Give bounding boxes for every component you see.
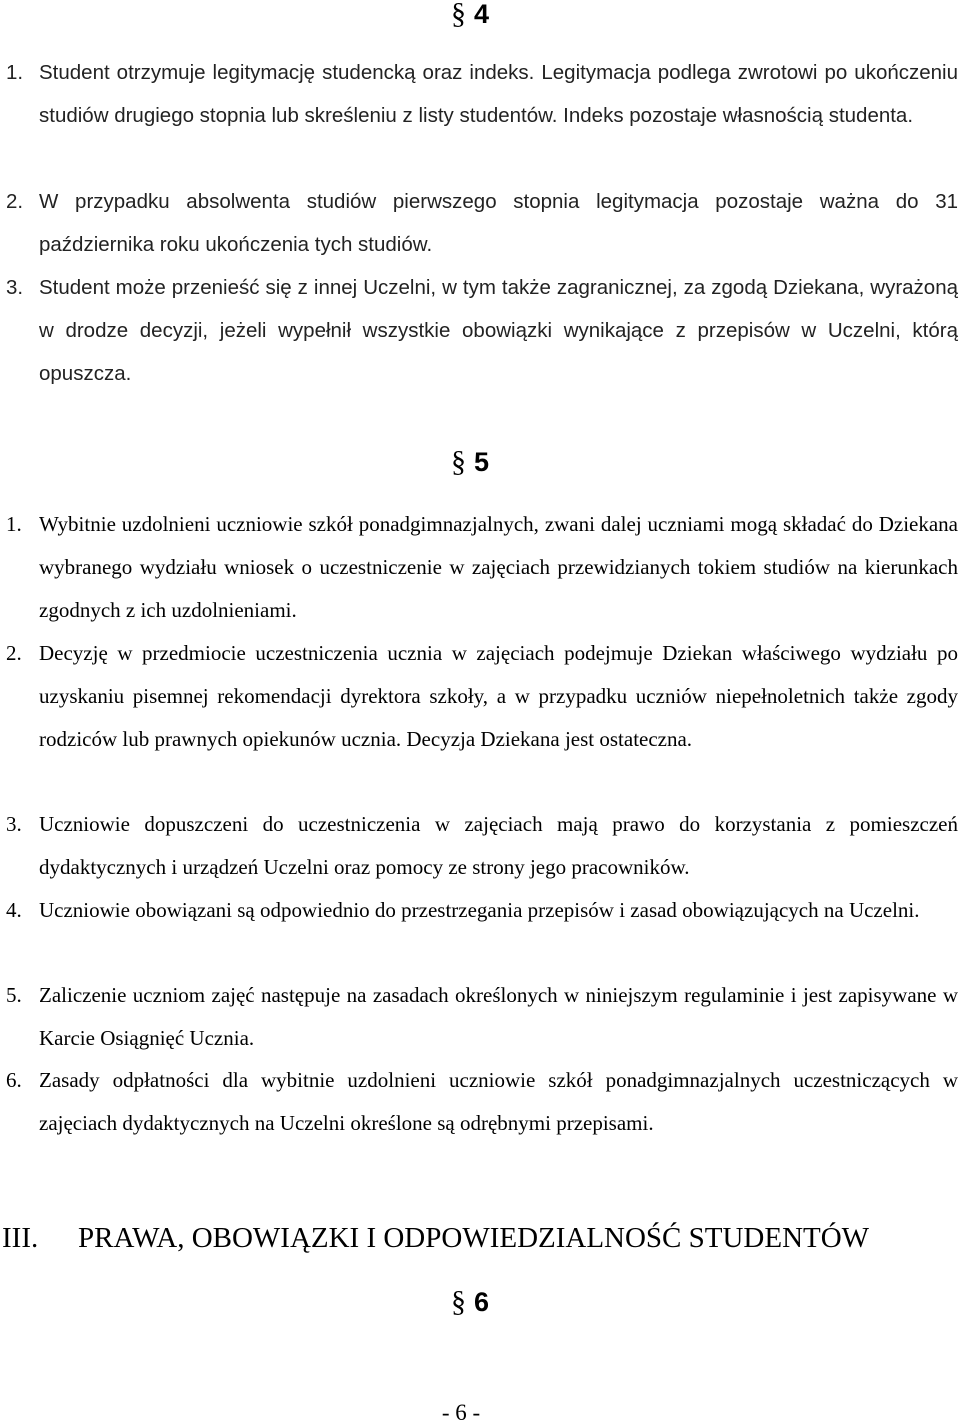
paragraph-number: 2. [6, 190, 24, 213]
paragraph-5-1 [6, 503, 958, 632]
paragraph-5-5 [6, 974, 958, 1060]
section-symbol: § [450, 1285, 466, 1318]
paragraph-4-1 [6, 51, 958, 137]
paragraph-number: 2. [6, 641, 22, 665]
paragraph-5-3 [6, 803, 958, 889]
section-number: 5 [473, 447, 490, 477]
paragraph-number: 1. [6, 61, 24, 84]
paragraph-5-4 [6, 889, 958, 932]
chapter-number: III. [2, 1222, 39, 1254]
paragraph-number: 6. [6, 1068, 22, 1092]
paragraph-number: 1. [6, 512, 22, 536]
section-heading-6 [0, 1286, 940, 1318]
paragraph-text: Uczniowie dopuszczeni do uczestniczenia w zajęciach mają prawo do korzystania z pomieszczeń dydaktycznych i urządzeń Uczelni oraz pomocy ze strony jego pracowników. [39, 812, 958, 879]
paragraph-number: 3. [6, 276, 24, 299]
section-symbol: § [450, 0, 466, 30]
section-number: 6 [473, 1287, 490, 1317]
paragraph-text: Student może przenieść się z innej Uczelni, w tym także zagranicznej, za zgodą Dziekana, wyrażoną w drodze decyzji, jeżeli wypełnił wszystkie obowiązki wynikające z przepisów w Uczelni, którą opuszcza. [39, 276, 958, 385]
paragraph-number: 4. [6, 898, 22, 922]
section-heading-5 [0, 446, 940, 478]
section-number: 4 [473, 0, 490, 29]
section-symbol: § [450, 445, 466, 478]
paragraph-text: Uczniowie obowiązani są odpowiednio do przestrzegania przepisów i zasad obowiązujących na Uczelni. [39, 898, 920, 922]
paragraph-4-2 [6, 180, 958, 266]
paragraph-text: Student otrzymuje legitymację studencką oraz indeks. Legitymacja podlega zwrotowi po ukończeniu studiów drugiego stopnia lub skreśleniu z listy studentów. Indeks pozostaje własnością studenta. [39, 61, 958, 127]
paragraph-5-2 [6, 632, 958, 761]
paragraph-text: Wybitnie uzdolnieni uczniowie szkół ponadgimnazjalnych, zwani dalej uczniami mogą składać do Dziekana wybranego wydziału wniosek o uczestniczenie w zajęciach przewidzianych tokiem studiów na kierunkach zgodnych z ich uzdolnieniami. [39, 512, 958, 622]
paragraph-text: Zaliczenie uczniom zajęć następuje na zasadach określonych w niniejszym regulaminie i jest zapisywane w Karcie Osiągnięć Ucznia. [39, 983, 958, 1050]
section-heading-4 [0, 0, 940, 30]
chapter-title: PRAWA, OBOWIĄZKI I ODPOWIEDZIALNOŚĆ STUDENTÓW [78, 1222, 870, 1254]
paragraph-text: Zasady odpłatności dla wybitnie uzdolnieni uczniowie szkół ponadgimnazjalnych uczestniczących w zajęciach dydaktycznych na Uczelni określone są odrębnymi przepisami. [39, 1068, 958, 1135]
paragraph-text: Decyzję w przedmiocie uczestniczenia ucznia w zajęciach podejmuje Dziekan właściwego wydziału po uzyskaniu pisemnej rekomendacji dyrektora szkoły, a w przypadku uczniów niepełnoletnich także zgody rodziców lub prawnych opiekunów ucznia. Decyzja Dziekana jest ostateczna. [39, 641, 958, 751]
paragraph-text: W przypadku absolwenta studiów pierwszego stopnia legitymacja pozostaje ważna do 31 października roku ukończenia tych studiów. [39, 190, 958, 256]
page-number: - 6 - [441, 1400, 481, 1425]
paragraph-number: 3. [6, 812, 22, 836]
paragraph-4-3 [6, 266, 958, 395]
paragraph-5-6 [6, 1059, 958, 1145]
paragraph-number: 5. [6, 983, 22, 1007]
